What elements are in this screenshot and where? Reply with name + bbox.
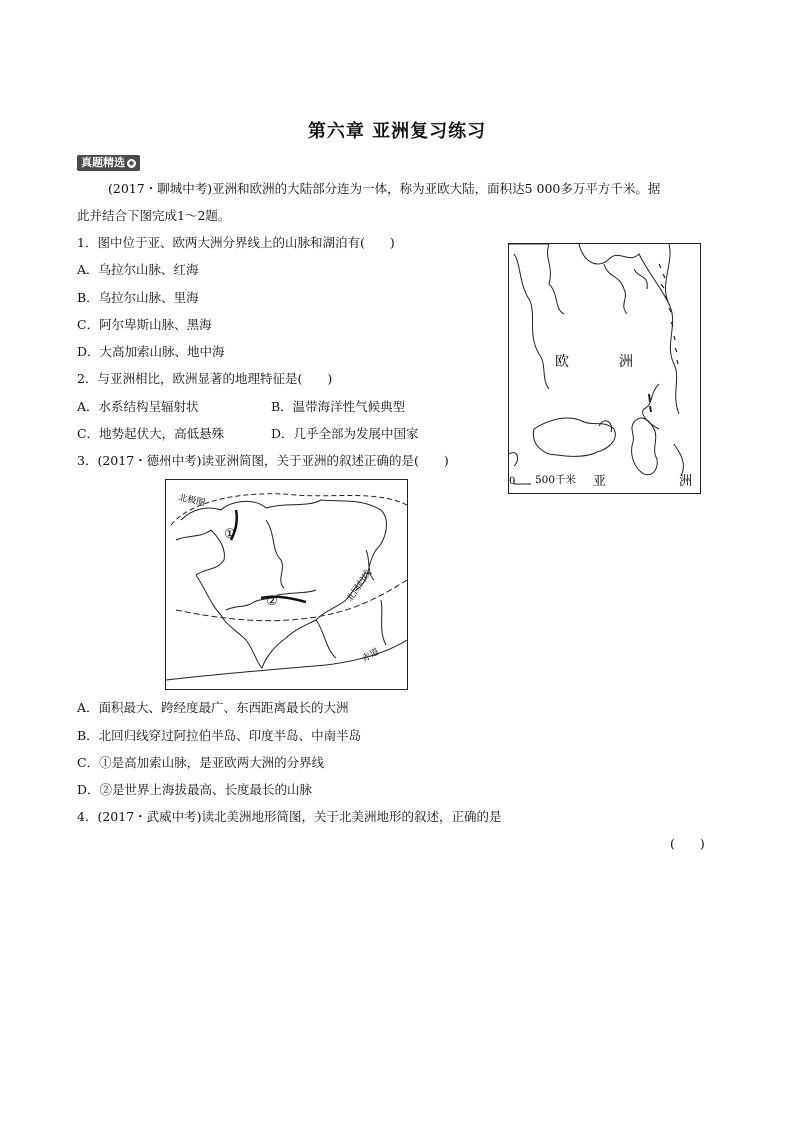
q3-option-b: B．北回归线穿过阿拉伯半岛、印度半岛、中南半岛 [77,728,362,743]
label-asia-1: 亚 [593,474,607,489]
q4-answer-paren: ( ) [670,836,705,851]
label-tropic: 北回归线 [345,568,375,604]
q2-stem: 2．与亚洲相比，欧洲显著的地理特征是( ) [77,371,333,386]
q2-option-c: C．地势起伏大，高低悬殊 [77,426,225,441]
label-equator: 赤道 [360,646,382,665]
label-asia-2: 洲 [679,474,693,489]
q1-option-a: A．乌拉尔山脉、红海 [77,262,199,277]
label-arctic-circle: 北极圈 [177,493,206,509]
intro-line-1: (2017・聊城中考)亚洲和欧洲的大陆部分连为一体，称为亚欧大陆，面积达5 000多万平方千米。据 [108,181,661,196]
q3-option-a: A．面积最大、跨经度最广、东西距离最长的大洲 [77,700,349,715]
page-title: 第六章 亚洲复习练习 [307,121,487,142]
mark-2: ② [266,594,278,609]
label-europe-2: 洲 [619,354,633,370]
q1-option-c: C．阿尔卑斯山脉、黑海 [77,317,212,332]
scale-label: 500千米 [535,474,577,486]
label-europe-1: 欧 [555,354,569,370]
q1-option-d: D．大高加索山脉、地中海 [77,344,225,359]
asia-map [165,479,408,690]
q1-stem: 1．图中位于亚、欧两大洲分界线上的山脉和湖泊有( ) [77,235,395,250]
asia-map-graphic [166,480,407,689]
circle-icon: ◆ [128,158,135,167]
europe-map [508,243,701,494]
q3-option-d: D．②是世界上海拔最高、长度最长的山脉 [77,782,313,797]
europe-map-graphic [509,244,700,493]
intro-line-2: 此并结合下图完成1～2题。 [77,208,231,223]
q2-option-a: A．水系结构呈辐射状 [77,399,199,414]
scale-zero: 0 [509,476,516,487]
q2-option-b: B．温带海洋性气候典型 [271,399,406,414]
q1-option-b: B．乌拉尔山脉、里海 [77,290,199,305]
q4-stem: 4．(2017・武威中考)读北美洲地形简图，关于北美洲地形的叙述，正确的是 [77,809,502,824]
section-badge-label: 真题精选 [81,156,125,169]
mark-1: ① [224,527,236,542]
q3-option-c: C．①是高加索山脉，是亚欧两大洲的分界线 [77,755,325,770]
q3-stem: 3．(2017・德州中考)读亚洲简图，关于亚洲的叙述正确的是( ) [77,453,449,468]
section-badge [77,155,140,171]
q2-option-d: D．几乎全部为发展中国家 [271,426,419,441]
